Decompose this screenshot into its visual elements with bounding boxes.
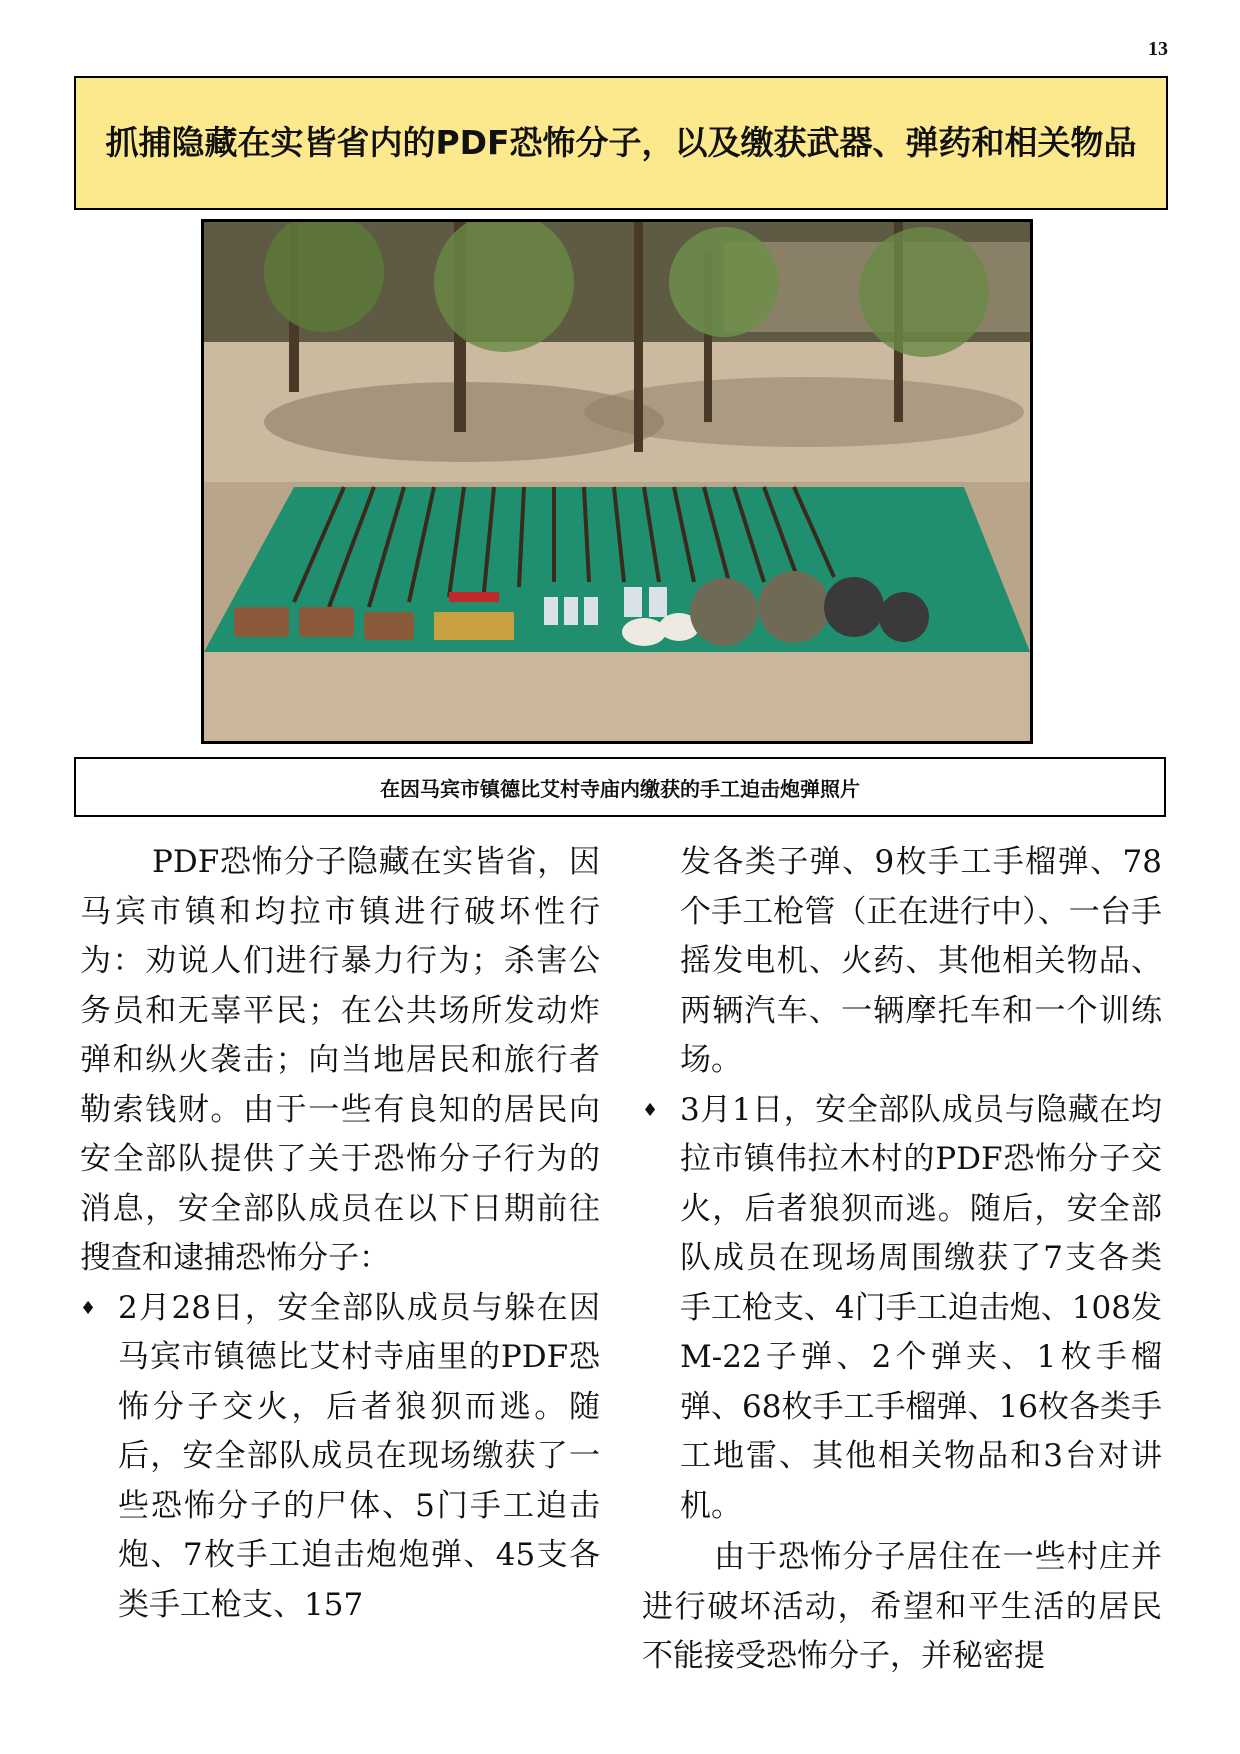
diamond-bullet-icon: ♦: [80, 1297, 97, 1319]
photo-caption: 在因马宾市镇德比艾村寺庙内缴获的手工迫击炮弹照片: [380, 776, 860, 801]
seized-weapons-photo: [201, 219, 1033, 744]
bullet-item-mar1: [642, 1086, 1162, 1532]
intro-paragraph: PDF恐怖分子隐藏在实皆省，因马宾市镇和均拉市镇进行破坏性行为：劝说人们进行暴力行为；杀害公务员和无辜平民；在公共场所发动炸弹和纵火袭击；向当地居民和旅行者勒索钱财。由于一些有良知的居民向安全部队提供了关于恐怖分子行为的消息，安全部队成员在以下日期前往搜查和逮捕恐怖分子：: [80, 844, 600, 1276]
right-column: [642, 838, 1162, 1682]
bullet-text-feb28-continued: 发各类子弹、9枚手工手榴弹、78个手工枪管（正在进行中）、一台手摇发电机、火药、其他相关物品、两辆汽车、一辆摩托车和一个训练场。: [680, 844, 1162, 1078]
page-title: 抓捕隐藏在实皆省内的PDF恐怖分子，以及缴获武器、弹药和相关物品: [105, 123, 1137, 162]
closing-paragraph: 由于恐怖分子居住在一些村庄并进行破坏活动，希望和平生活的居民不能接受恐怖分子，并秘密提: [642, 1539, 1162, 1674]
title-banner: [74, 76, 1168, 210]
bullet-text-feb28: 2月28日，安全部队成员与躲在因马宾市镇德比艾村寺庙里的PDF恐怖分子交火，后者狼狈而逃。随后，安全部队成员在现场缴获了一些恐怖分子的尸体、5门手工迫击炮、7枚手工迫击炮炮弹、45支各类手工枪支、157: [118, 1289, 600, 1623]
left-column: [80, 838, 600, 1630]
bullet-item-feb28: [80, 1284, 600, 1631]
bullet-text-mar1: 3月1日，安全部队成员与隐藏在均拉市镇伟拉木村的PDF恐怖分子交火，后者狼狈而逃。随后，安全部队成员在现场周围缴获了7支各类手工枪支、4门手工迫击炮、108发M-22子弹、2个弹夹、1枚手榴弹、68枚手工手榴弹、16枚各类手工地雷、其他相关物品和3台对讲机。: [680, 1091, 1162, 1524]
photo-caption-box: [74, 757, 1166, 817]
page-number: 13: [1148, 38, 1168, 60]
diamond-bullet-icon: ♦: [642, 1099, 659, 1121]
